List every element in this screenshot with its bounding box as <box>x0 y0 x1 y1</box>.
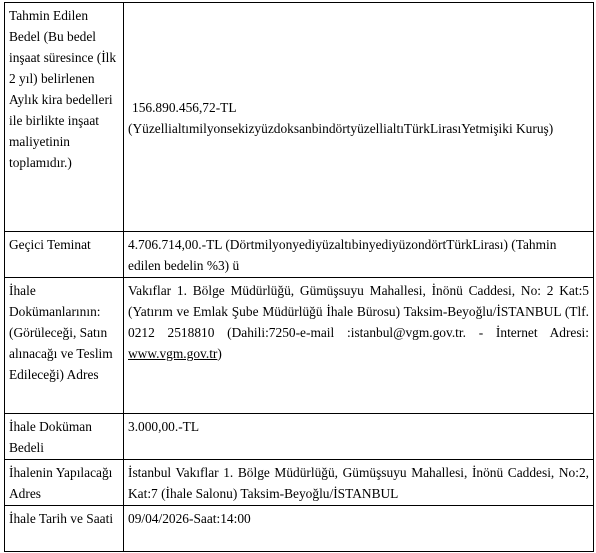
value-cell-document-fee <box>124 414 594 460</box>
label-cell-document-address <box>5 278 124 414</box>
table-row-estimated-cost <box>5 3 594 232</box>
document-address-label: İhale Dokümanlarının: (Görüleceği, Satın alınacağı ve Teslim Edileceği) Adres <box>9 283 113 382</box>
table-row-document-address <box>5 278 594 414</box>
estimated-cost-amount: 156.890.456,72-TL <box>132 99 237 115</box>
table-row-provisional-guarantee <box>5 232 594 278</box>
document-address-value: Vakıflar 1. Bölge Müdürlüğü, Gümüşsuyu Mahallesi, İnönü Caddesi, No: 2 Kat:5 (Yatırım ve Emlak Şube Müdürlüğü İhale Bürosu) Taksim-Beyoğlu/İSTANBUL (Tlf. 0212 2518810 (Dahili:7250-e-mail :istanbul@vgm.gov.tr. - İnternet Adresi: <box>128 283 589 340</box>
tender-address-value: İstanbul Vakıflar 1. Bölge Müdürlüğü, Gümüşsuyu Mahallesi, İnönü Caddesi, No:2, Kat:7 (İhale Salonu) Taksim-Beyoğlu/İSTANBUL <box>128 465 589 501</box>
provisional-guarantee-label: Geçici Teminat <box>9 237 91 252</box>
tender-date-value: 09/04/2026-Saat:14:00 <box>128 511 251 526</box>
value-cell-estimated-cost <box>124 3 594 232</box>
document-address-closing: ) <box>217 346 222 361</box>
label-cell-document-fee <box>5 414 124 460</box>
document-fee-label: İhale Doküman Bedeli <box>9 419 92 455</box>
label-cell-tender-address <box>5 460 124 506</box>
provisional-guarantee-value: 4.706.714,00.-TL (DörtmilyonyediyüzaltıbinyediyüzondörtTürkLirası) (Tahmin edilen bedelin %3) ü <box>128 237 557 273</box>
estimated-cost-label: Tahmin Edilen Bedel (Bu bedel inşaat süresince (İlk 2 yıl) belirlenen Aylık kira bedelleri ile birlikte inşaat maliyetinin toplamıdır.) <box>9 8 117 170</box>
table-row-document-fee <box>5 414 594 460</box>
website-link[interactable]: www.vgm.gov.tr <box>128 346 218 361</box>
tender-address-label: İhalenin Yapılacağı Adres <box>9 465 113 501</box>
label-cell-provisional-guarantee <box>5 232 124 278</box>
tender-date-label: İhale Tarih ve Saati <box>9 511 114 526</box>
estimated-cost-in-words: (YüzellialtımilyonsekizyüzdoksanbindörtyüzellialtıTürkLirasıYetmişiki Kuruş) <box>128 120 554 136</box>
value-cell-tender-address <box>124 460 594 506</box>
tender-info-table <box>4 2 594 552</box>
value-cell-provisional-guarantee <box>124 232 594 278</box>
table-row-tender-address <box>5 460 594 506</box>
value-cell-tender-date <box>124 506 594 552</box>
label-cell-estimated-cost <box>5 3 124 232</box>
table-row-tender-date <box>5 506 594 552</box>
value-cell-document-address <box>124 278 594 414</box>
label-cell-tender-date <box>5 506 124 552</box>
document-fee-value: 3.000,00.-TL <box>128 419 200 434</box>
